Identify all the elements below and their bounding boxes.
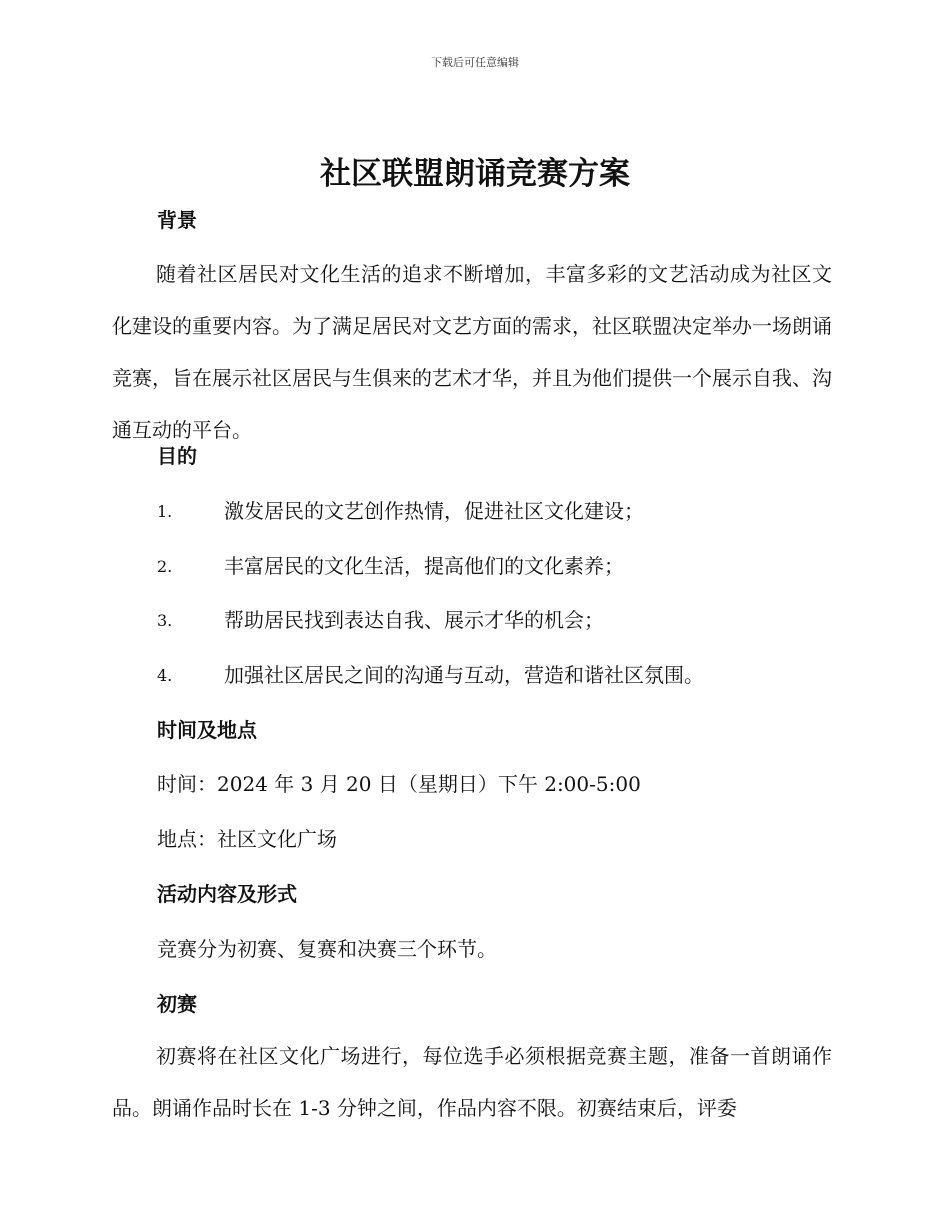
- event-time: 时间：2024 年 3 月 20 日（星期日）下午 2:00-5:00: [157, 772, 641, 796]
- list-item-number: 2.: [157, 557, 173, 576]
- header-note: 下载后可任意编辑: [431, 56, 519, 69]
- section-heading-background: 背景: [157, 208, 197, 232]
- list-item-text: 丰富居民的文化生活，提高他们的文化素养；: [224, 554, 624, 578]
- event-place: 地点：社区文化广场: [157, 827, 337, 851]
- activity-text: 竞赛分为初赛、复赛和决赛三个环节。: [157, 937, 497, 961]
- list-item-text: 帮助居民找到表达自我、展示才华的机会；: [224, 608, 604, 632]
- document-title: 社区联盟朗诵竞赛方案: [320, 156, 630, 192]
- list-item-text: 激发居民的文艺创作热情，促进社区文化建设；: [224, 499, 644, 523]
- section-heading-time-place: 时间及地点: [157, 718, 257, 742]
- list-item-number: 4.: [157, 666, 173, 685]
- list-item-number: 3.: [157, 611, 173, 630]
- list-item-text: 加强社区居民之间的沟通与互动，营造和谐社区氛围。: [224, 663, 704, 687]
- section-heading-activity: 活动内容及形式: [157, 882, 297, 906]
- list-item-number: 1.: [157, 502, 173, 521]
- section-heading-purpose: 目的: [157, 444, 197, 468]
- background-paragraph: 随着社区居民对文化生活的追求不断增加，丰富多彩的文艺活动成为社区文化建设的重要内容。为了满足居民对文艺方面的需求，社区联盟决定举办一场朗诵竞赛，旨在展示社区居民与生俱来的艺术才华，并且为他们提供一个展示自我、沟通互动的平台。: [112, 262, 832, 442]
- preliminary-paragraph: 初赛将在社区文化广场进行，每位选手必须根据竞赛主题，准备一首朗诵作品。朗诵作品时长在 1-3 分钟之间，作品内容不限。初赛结束后，评委: [112, 1044, 832, 1120]
- section-heading-preliminary: 初赛: [157, 992, 197, 1016]
